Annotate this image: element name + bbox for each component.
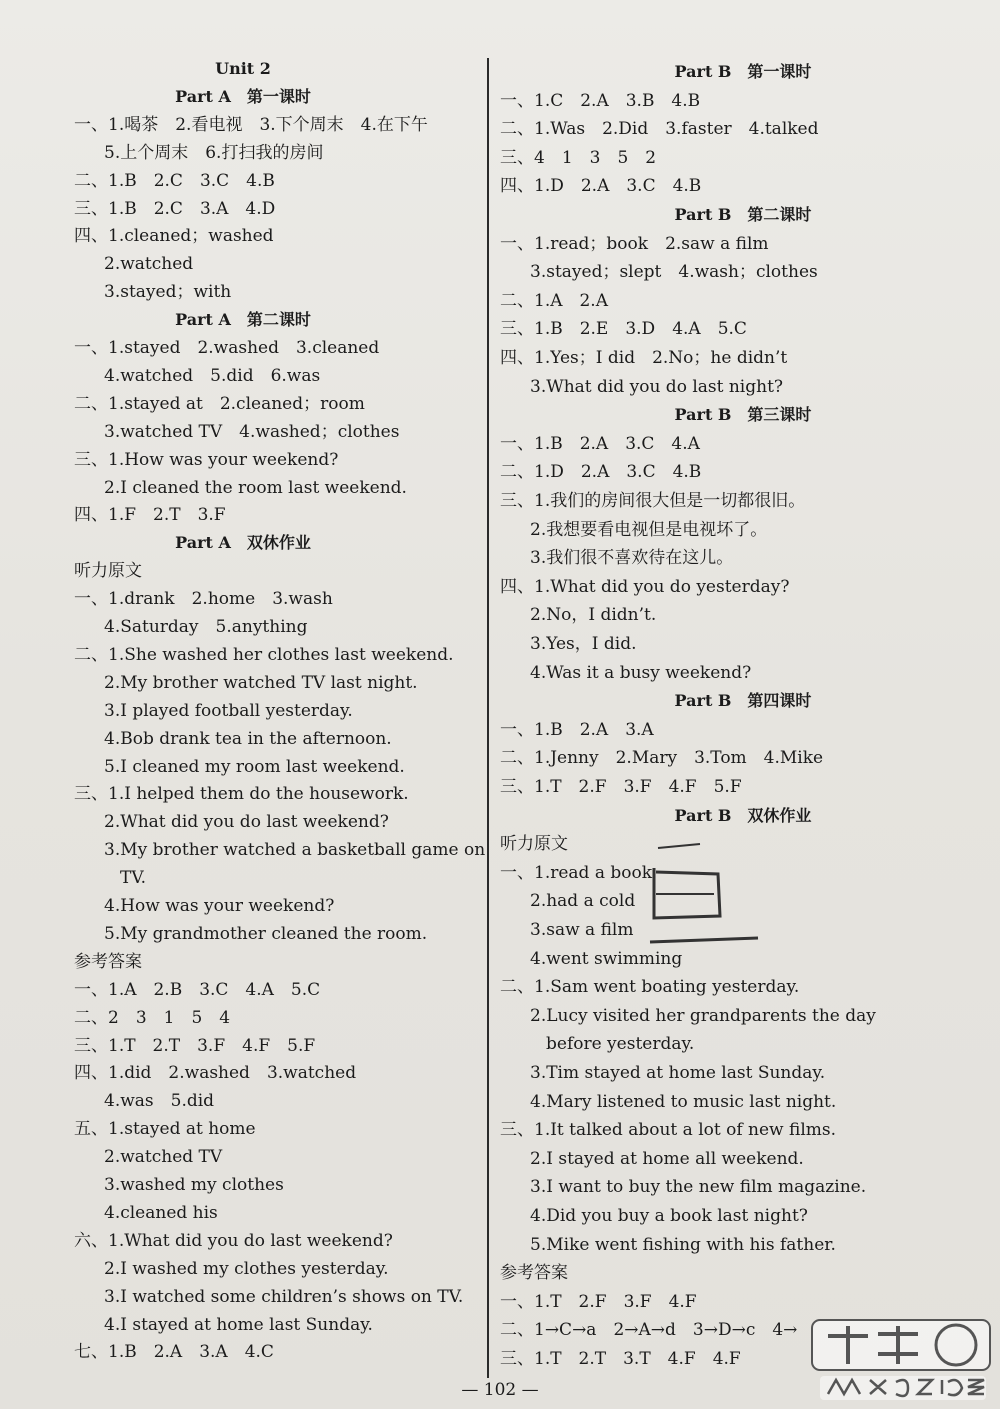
answer-line: 二、1.She washed her clothes last weekend. xyxy=(74,644,454,665)
answer-line: 二、1.stayed at 2.cleaned；room xyxy=(74,393,365,414)
answer-line: 2.My brother watched TV last night. xyxy=(104,672,418,693)
section-heading: Unit 2 xyxy=(215,59,271,78)
section-heading: Part B 第二课时 xyxy=(674,205,812,224)
answer-line: 3.Tim stayed at home last Sunday. xyxy=(530,1063,826,1083)
answer-line: 六、1.What did you do last weekend? xyxy=(74,1230,393,1251)
answer-line: 5.I cleaned my room last weekend. xyxy=(104,756,405,777)
answer-line: 听力原文 xyxy=(500,834,568,855)
answer-line: 四、1.did 2.washed 3.watched xyxy=(74,1063,357,1084)
answer-line: 3.What did you do last night? xyxy=(530,376,784,397)
answer-line: 三、4 1 3 5 2 xyxy=(500,147,657,168)
column-divider xyxy=(487,58,489,1378)
answer-line: 4.Bob drank tea in the afternoon. xyxy=(104,728,392,749)
answer-line: 3.saw a film xyxy=(530,920,634,940)
answer-line: 五、1.stayed at home xyxy=(74,1119,256,1140)
answer-line: 三、1.It talked about a lot of new films. xyxy=(500,1120,837,1141)
answer-line: 三、1.我们的房间很大但是一切都很旧。 xyxy=(500,491,806,511)
answer-line: 3.I want to buy the new film magazine. xyxy=(530,1177,867,1198)
answer-line: TV. xyxy=(120,868,147,889)
answer-line: 三、1.T 2.T 3.T 4.F 4.F xyxy=(500,1349,741,1369)
section-heading: Part A 双休作业 xyxy=(175,533,311,553)
answer-line: 一、1.read a book xyxy=(500,862,653,883)
answer-line: 2.I stayed at home all weekend. xyxy=(530,1148,804,1169)
answer-line: 一、1.T 2.F 3.F 4.F xyxy=(500,1291,697,1312)
answer-line: 二、1.Jenny 2.Mary 3.Tom 4.Mike xyxy=(500,748,824,769)
answer-line: 3.Yes，I did. xyxy=(530,634,637,654)
answer-line: 4.Saturday 5.anything xyxy=(104,617,308,637)
answer-line: 三、1.I helped them do the housework. xyxy=(74,784,409,805)
answer-line: 四、1.What did you do yesterday? xyxy=(500,576,790,597)
answer-line: 二、2 3 1 5 4 xyxy=(74,1007,231,1028)
section-heading: Part B 双休作业 xyxy=(674,805,812,825)
answer-line: 2.had a cold xyxy=(530,891,636,912)
answer-line: 一、1.A 2.B 3.C 4.A 5.C xyxy=(74,979,321,1000)
answer-line: 2.watched TV xyxy=(104,1147,223,1168)
answer-line: 2.watched xyxy=(104,254,194,275)
answer-line: 3.washed my clothes xyxy=(104,1175,284,1195)
answer-line: 4.watched 5.did 6.was xyxy=(104,365,321,386)
answer-line: 四、1.D 2.A 3.C 4.B xyxy=(500,176,702,197)
answer-line: 三、1.T 2.F 3.F 4.F 5.F xyxy=(500,777,742,797)
answer-line: 一、1.drank 2.home 3.wash xyxy=(74,589,333,610)
answer-line: 一、1.stayed 2.washed 3.cleaned xyxy=(74,338,380,358)
section-heading: Part B 第一课时 xyxy=(674,62,812,81)
answer-line: 4.Did you buy a book last night? xyxy=(530,1206,808,1226)
answer-line: 四、1.cleaned；washed xyxy=(74,226,274,247)
answer-line: 听力原文 xyxy=(74,561,142,582)
answer-line: 4.was 5.did xyxy=(104,1091,215,1112)
answer-line: 3.stayed；slept 4.wash；clothes xyxy=(530,262,818,283)
answer-line: 二、1.Was 2.Did 3.faster 4.talked xyxy=(500,119,819,140)
answer-line: 5.My grandmother cleaned the room. xyxy=(104,923,428,944)
answer-line: 4.went swimming xyxy=(530,948,683,969)
answer-line: 3.I watched some children’s shows on TV. xyxy=(104,1286,464,1307)
section-heading: Part A 第一课时 xyxy=(175,86,311,106)
scanner-stamp-logo xyxy=(640,838,770,988)
answer-line: 3.我们很不喜欢待在这儿。 xyxy=(530,548,734,569)
answer-line: 4.cleaned his xyxy=(104,1202,218,1223)
answer-line: 一、1.喝茶 2.看电视 3.下个周末 4.在下午 xyxy=(74,114,428,135)
answer-line: 2.Lucy visited her grandparents the day xyxy=(530,1005,876,1026)
answer-line: before yesterday. xyxy=(546,1034,695,1055)
answer-line: 二、1.A 2.A xyxy=(500,290,608,311)
answer-line: 2.No，I didn’t. xyxy=(530,605,657,626)
answer-line: 三、1.B 2.E 3.D 4.A 5.C xyxy=(500,319,747,340)
answer-line: 三、1.B 2.C 3.A 4.D xyxy=(74,198,276,219)
answer-line: 3.stayed；with xyxy=(104,282,232,303)
answer-line: 5.上个周末 6.打扫我的房间 xyxy=(104,142,324,163)
answer-line: 3.My brother watched a basketball game on xyxy=(104,840,486,861)
section-heading: Part B 第四课时 xyxy=(674,691,812,711)
answer-line: 2.What did you do last weekend? xyxy=(104,812,389,833)
answer-line: 参考答案 xyxy=(500,1263,568,1284)
answer-line: 4.I stayed at home last Sunday. xyxy=(104,1314,373,1335)
answer-line: 一、1.C 2.A 3.B 4.B xyxy=(500,90,701,111)
section-heading: Part B 第三课时 xyxy=(674,405,812,425)
answer-line: 四、1.F 2.T 3.F xyxy=(74,505,226,526)
answer-line: 3.watched TV 4.washed；clothes xyxy=(104,421,400,442)
answer-line: 一、1.B 2.A 3.C 4.A xyxy=(500,433,700,454)
answer-line: 4.How was your weekend? xyxy=(104,896,335,916)
answer-line: 四、1.Yes；I did 2.No；he didn’t xyxy=(500,348,788,368)
answer-line: 二、1.Sam went boating yesterday. xyxy=(500,977,800,998)
answer-line: 4.Was it a busy weekend? xyxy=(530,662,752,683)
answer-line: 4.Mary listened to music last night. xyxy=(530,1091,837,1112)
answer-line: 二、1.D 2.A 3.C 4.B xyxy=(500,462,702,483)
answer-line: 二、1.B 2.C 3.C 4.B xyxy=(74,170,275,191)
page-number: — 102 — xyxy=(461,1380,539,1400)
answer-line: 2.I washed my clothes yesterday. xyxy=(104,1258,389,1279)
answer-line: 2.I cleaned the room last weekend. xyxy=(104,477,407,498)
answer-line: 一、1.read；book 2.saw a film xyxy=(500,233,769,254)
section-heading: Part A 第二课时 xyxy=(175,310,311,330)
answer-line: 一、1.B 2.A 3.A xyxy=(500,719,654,740)
answer-line: 三、1.T 2.T 3.F 4.F 5.F xyxy=(74,1035,316,1056)
answer-line: 三、1.How was your weekend? xyxy=(74,449,339,470)
answer-line: 二、1→C→a 2→A→d 3→D→c 4→ xyxy=(500,1320,798,1341)
answer-line: 5.Mike went fishing with his father. xyxy=(530,1234,836,1255)
answer-line: 参考答案 xyxy=(74,951,142,972)
answer-line: 七、1.B 2.A 3.A 4.C xyxy=(74,1342,274,1363)
answer-line: 2.我想要看电视但是电视坏了。 xyxy=(530,519,768,540)
answer-line: 3.I played football yesterday. xyxy=(104,700,353,721)
